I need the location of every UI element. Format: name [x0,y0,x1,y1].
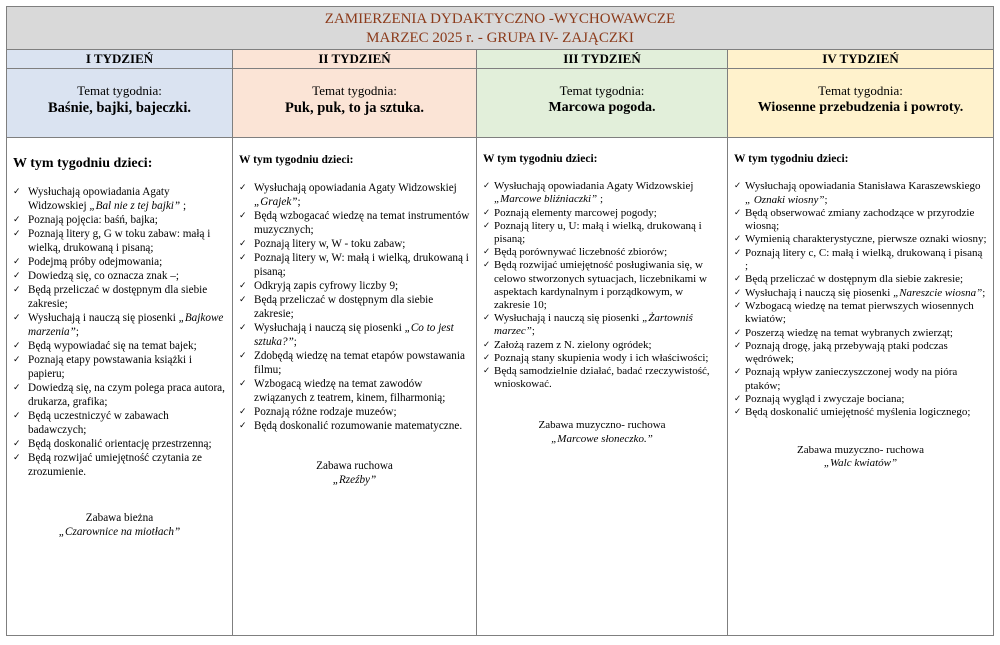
checkmark-icon: ✓ [239,211,247,221]
checkmark-icon: ✓ [734,300,742,311]
week-body [477,138,727,446]
objective-item [734,393,987,406]
objective-text: Będą przeliczać w dostępnym dla siebie zakresie; [254,294,434,320]
objectives-list [483,180,721,391]
objective-text: Będą samodzielnie działać, badać rzeczywistość, wnioskować. [494,365,710,391]
theme-label: Temat tygodnia: [818,83,903,98]
objective-text: Dowiedzą się, na czym polega praca autora, drukarza, grafika; [28,382,225,408]
title-band [7,7,993,50]
objective-item [483,180,721,206]
checkmark-icon: ✓ [13,313,21,323]
checkmark-icon: ✓ [239,351,247,361]
objective-item [13,213,226,227]
objective-tail: ; [531,325,535,338]
objective-text: Będą uczestniczyć w zabawach badawczych; [28,410,169,436]
checkmark-icon: ✓ [734,327,742,338]
objective-text: Poznają litery g, G w toku zabaw: małą i wielką, drukowaną i pisaną; [28,228,211,254]
objective-item [734,247,987,274]
objective-item [13,283,226,311]
objective-text: Poznają wpływ zanieczyszczonej wody na pióra ptaków; [745,366,958,392]
objective-text: Wymienią charakterystyczne, pierwsze oznaki wiosny; [745,233,987,246]
objective-text: Będą doskonalić umiejętność myślenia logicznego; [745,406,971,419]
objective-item [734,406,987,419]
objective-tail: ; [824,193,828,206]
objective-text: Odkryją zapis cyfrowy liczby 9; [254,280,399,292]
objective-text: Poznają drogę, jaką przebywają ptaki podczas wędrówek; [745,339,948,366]
week-theme: Puk, puk, to ja sztuka. [285,100,424,116]
title-line-2: MARZEC 2025 r. - GRUPA IV- ZAJĄCZKI [366,30,634,46]
objective-item [13,451,226,479]
week-theme: Baśnie, bajki, bajeczki. [48,100,191,116]
week-body [728,138,993,470]
objective-item [239,377,470,405]
checkmark-icon: ✓ [13,285,21,295]
checkmark-icon: ✓ [13,411,21,421]
objective-text: Wysłuchają opowiadania Agaty Widzowskiej [28,186,170,212]
checkmark-icon: ✓ [483,352,491,363]
checkmark-icon: ✓ [483,247,491,258]
checkmark-icon: ✓ [13,439,21,449]
objective-item [13,227,226,255]
objective-item [734,180,987,207]
objective-text: Założą razem z N. zielony ogródek; [494,338,652,351]
game-label: Zabawa muzyczno- ruchowa [796,443,925,456]
objective-text: Będą doskonalić orientację przestrzenną; [28,438,212,450]
checkmark-icon: ✓ [734,181,742,192]
objectives-heading: W tym tygodniu dzieci: [239,154,354,166]
objective-item [13,353,226,381]
theme-label: Temat tygodnia: [559,83,645,98]
checkmark-icon: ✓ [734,234,742,245]
objective-item [13,409,226,437]
objective-item [734,233,987,246]
objective-item [239,349,470,377]
game-title: „Walc kwiatów” [823,456,898,469]
checkmark-icon: ✓ [734,274,742,285]
objective-item [483,259,721,312]
song-title: „Bajkowe marzenia” [28,312,224,338]
objective-text: Wzbogacą wiedzę na temat zawodów związanych z teatrem, kinem, filharmonią; [254,378,446,404]
checkmark-icon: ✓ [483,207,491,218]
objective-item [239,405,470,419]
week-theme: Wiosenne przebudzenia i powroty. [757,100,964,115]
checkmark-icon: ✓ [13,187,21,197]
objective-item [734,340,987,367]
game-label: Zabawa ruchowa [316,460,393,472]
game-block [483,419,721,445]
objective-text: Poszerzą wiedzę na temat wybranych zwierząt; [745,326,953,339]
objective-item [239,419,470,433]
objective-item [483,312,721,338]
objective-text: Będą przeliczać w dostępnym dla siebie zakresie; [28,284,208,310]
checkmark-icon: ✓ [239,323,247,333]
checkmark-icon: ✓ [734,287,742,298]
checkmark-icon: ✓ [13,229,21,239]
objective-item [13,381,226,409]
checkmark-icon: ✓ [734,367,742,378]
objective-text: Poznają litery w, W: małą i wielką, drukowaną i pisaną; [254,252,469,278]
checkmark-icon: ✓ [13,383,21,393]
song-title: „Bal nie z tej bajki” [89,200,181,212]
objective-text: Zdobędą wiedzę na temat etapów powstawania filmu; [254,350,465,376]
objective-text: Poznają litery c, C: małą i wielką, drukowaną i pisaną ; [745,246,983,273]
checkmark-icon: ✓ [483,339,491,350]
objective-tail: ; [180,200,187,212]
week-label: I TYDZIEŃ [7,50,232,69]
objective-text: Wzbogacą wiedzę na temat pierwszych wiosennych kwiatów; [745,299,974,326]
checkmark-icon: ✓ [13,355,21,365]
objective-item [13,185,226,213]
objective-text: Będą wypowiadać się na temat bajek; [28,340,197,352]
objective-tail: ; [297,196,301,208]
week-label: III TYDZIEŃ [477,50,727,69]
objective-tail: ; [75,326,79,338]
song-title: „Marcowe bliźniaczki” [494,193,598,206]
objective-text: Wysłuchają opowiadania Agaty Widzowskiej [494,180,694,193]
week-header [477,50,727,138]
objective-item [734,273,987,286]
checkmark-icon: ✓ [483,220,491,231]
objectives-heading: W tym tygodniu dzieci: [734,153,849,165]
checkmark-icon: ✓ [734,207,742,218]
objective-item [483,365,721,391]
objective-item [239,237,470,251]
song-title: „Nareszcie wiosna” [893,286,983,299]
objectives-list [239,181,470,433]
objective-text: Wysłuchają i nauczą się piosenki [494,312,643,325]
objective-tail: ; [597,193,603,206]
game-title: „Rzeźby” [332,474,377,486]
objective-item [734,366,987,393]
objective-item [13,339,226,353]
objective-item [239,251,470,279]
week-column-2 [233,50,477,635]
checkmark-icon: ✓ [13,453,21,463]
week-column-1 [7,50,233,635]
objective-item [239,279,470,293]
game-label: Zabawa muzyczno- ruchowa [538,419,666,432]
game-block [734,444,987,471]
objective-item [13,437,226,451]
objective-text: Będą wzbogacać wiedzę na temat instrumentów muzycznych; [254,210,470,236]
checkmark-icon: ✓ [734,340,742,351]
objective-text: Poznają litery u, U: małą i wielką, drukowaną i pisaną; [494,219,702,246]
objective-item [734,207,987,234]
checkmark-icon: ✓ [483,260,491,271]
checkmark-icon: ✓ [13,215,21,225]
checkmark-icon: ✓ [239,239,247,249]
objective-text: Poznają stany skupienia wody i ich właściwości; [494,351,709,364]
game-title: „Marcowe słoneczko.” [551,432,653,445]
week-header [233,50,476,138]
objective-text: Wysłuchają i nauczą się piosenki [254,322,405,334]
checkmark-icon: ✓ [13,271,21,281]
objective-item [483,246,721,259]
objective-item [734,327,987,340]
week-body [233,138,476,487]
week-body [7,138,232,539]
game-title: „Czarownice na miotłach” [58,526,181,538]
objective-item [483,220,721,246]
checkmark-icon: ✓ [13,257,21,267]
title-line-1: ZAMIERZENIA DYDAKTYCZNO -WYCHOWAWCZE [324,11,676,27]
plan-table [6,6,994,636]
objective-text: Będą porównywać liczebność zbiorów; [494,246,668,259]
checkmark-icon: ✓ [239,295,247,305]
week-column-4 [728,50,993,635]
checkmark-icon: ✓ [239,379,247,389]
objective-item [13,255,226,269]
checkmark-icon: ✓ [734,407,742,418]
objective-text: Będą rozwijać umiejętność czytania ze zrozumienie. [28,452,202,478]
objective-text: Będą obserwować zmiany zachodzące w przyrodzie wiosną; [745,206,975,233]
week-label: II TYDZIEŃ [233,50,476,69]
objective-text: Będą przeliczać w dostępnym dla siebie zakresie; [745,273,964,286]
objective-text: Podejmą próby odejmowania; [28,256,163,268]
objective-text: Będą rozwijać umiejętność posługiwania się, w celowo stworzonych sytuacjach, liczebnikami w aspektach kardynalnym i porządkowym, w zakresie 10; [494,259,707,312]
theme-label: Temat tygodnia: [312,83,397,98]
objectives-list [13,185,226,479]
objective-text: Poznają różne rodzaje muzeów; [254,406,397,418]
theme-label: Temat tygodnia: [77,83,162,98]
objective-text: Poznają etapy powstawania książki i papieru; [28,354,193,380]
week-header [7,50,232,138]
checkmark-icon: ✓ [734,247,742,258]
objective-item [483,352,721,365]
checkmark-icon: ✓ [13,341,21,351]
objective-item [734,287,987,300]
objective-item [239,209,470,237]
objective-item [734,300,987,327]
week-label: IV TYDZIEŃ [728,50,993,69]
game-label: Zabawa bieżna [85,512,154,524]
objective-text: Poznają pojęcia: baśń, bajka; [28,214,158,226]
objective-tail: ; [293,336,297,348]
objective-item [239,293,470,321]
objective-tail: ; [982,286,986,299]
song-title: „Co to jest sztuka?” [254,322,454,348]
objective-text: Wysłuchają i nauczą się piosenki [28,312,179,324]
checkmark-icon: ✓ [483,181,491,192]
objective-item [483,207,721,220]
song-title: „Żartowniś marzec” [494,312,693,338]
objective-text: Wysłuchają i nauczą się piosenki [745,286,894,299]
checkmark-icon: ✓ [239,407,247,417]
game-block [239,459,470,487]
checkmark-icon: ✓ [239,253,247,263]
objective-text: Będą doskonalić rozumowanie matematyczne. [254,420,463,432]
checkmark-icon: ✓ [239,281,247,291]
checkmark-icon: ✓ [239,183,247,193]
objective-text: Dowiedzą się, co oznacza znak –; [28,270,179,282]
song-title: „Grajek” [254,196,298,208]
objective-text: Wysłuchają opowiadania Stanisława Karaszewskiego [745,180,981,193]
objective-item [483,339,721,352]
checkmark-icon: ✓ [239,421,247,431]
objective-item [13,311,226,339]
objectives-list [734,180,987,419]
week-theme: Marcowa pogoda. [548,100,656,115]
objective-item [239,181,470,209]
song-title: „ Oznaki wiosny” [745,193,825,206]
objective-text: Poznają elementy marcowej pogody; [494,206,657,219]
objective-text: Poznają wygląd i zwyczaje bociana; [745,393,905,406]
objective-item [239,321,470,349]
objective-text: Poznają litery w, W - toku zabaw; [254,238,406,250]
week-column-3 [477,50,728,635]
checkmark-icon: ✓ [734,394,742,405]
week-header [728,50,993,138]
checkmark-icon: ✓ [483,366,491,377]
objectives-heading: W tym tygodniu dzieci: [13,156,153,171]
checkmark-icon: ✓ [483,313,491,324]
game-block [13,511,226,539]
objective-text: Wysłuchają opowiadania Agaty Widzowskiej [254,182,457,194]
objective-item [13,269,226,283]
objectives-heading: W tym tygodniu dzieci: [483,153,598,165]
